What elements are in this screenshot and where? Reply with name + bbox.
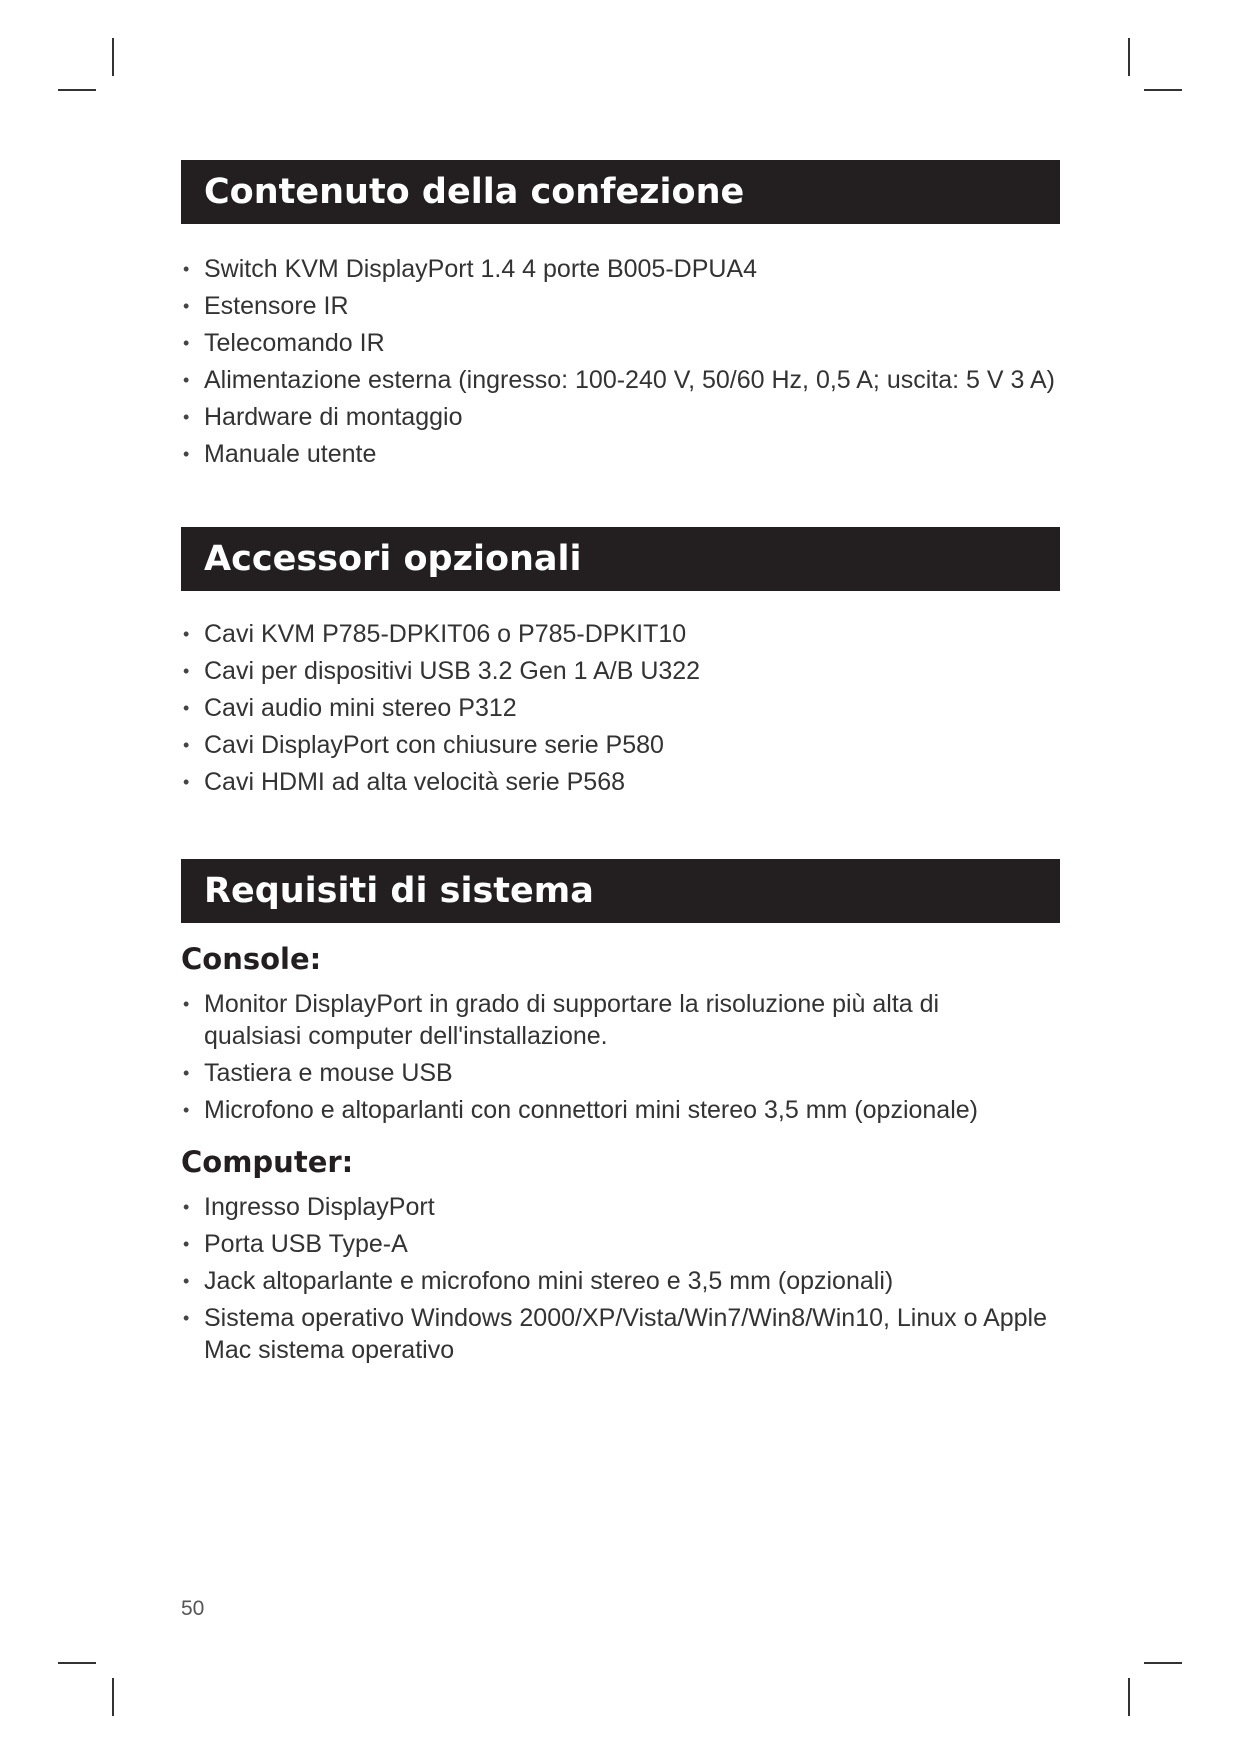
list-item: • Porta USB Type-A [181, 1228, 1071, 1260]
list-item: • Ingresso DisplayPort [181, 1191, 1071, 1223]
list-item: • Cavi audio mini stereo P312 [181, 692, 1071, 724]
crop-mark-bottom-right-horizontal [1144, 1662, 1182, 1664]
list-item: • Estensore IR [181, 290, 1071, 322]
section-header-contents [181, 160, 1060, 224]
section-header-accessories [181, 527, 1060, 591]
list-item: • Tastiera e mouse USB [181, 1057, 1071, 1089]
section-header-requirements [181, 859, 1060, 923]
list-item: • Monitor DisplayPort in grado di supportare la risoluzione più alta di qualsiasi computer dell'installazione. [181, 988, 1024, 1052]
console-heading: Console: [181, 942, 322, 976]
list-item: • Cavi per dispositivi USB 3.2 Gen 1 A/B U322 [181, 655, 1071, 687]
list-item: • Microfono e altoparlanti con connettori mini stereo 3,5 mm (opzionale) [181, 1094, 1071, 1126]
crop-mark-top-left-vertical [112, 38, 114, 76]
list-item: • Telecomando IR [181, 327, 1071, 359]
crop-mark-bottom-left-vertical [112, 1678, 114, 1716]
section-title: Contenuto della confezione [204, 172, 745, 212]
crop-mark-bottom-left-horizontal [58, 1662, 96, 1664]
list-item: • Cavi HDMI ad alta velocità serie P568 [181, 766, 1071, 798]
computer-heading: Computer: [181, 1145, 354, 1179]
list-item: • Sistema operativo Windows 2000/XP/Vista/Win7/Win8/Win10, Linux o Apple Mac sistema operativo [181, 1302, 1054, 1366]
list-item: • Switch KVM DisplayPort 1.4 4 porte B005-DPUA4 [181, 253, 1071, 285]
section-title: Requisiti di sistema [204, 871, 594, 911]
list-item: • Jack altoparlante e microfono mini stereo e 3,5 mm (opzionali) [181, 1265, 1071, 1297]
list-item: • Alimentazione esterna (ingresso: 100-240 V, 50/60 Hz, 0,5 A; uscita: 5 V 3 A) [181, 364, 1071, 396]
list-item: • Cavi KVM P785-DPKIT06 o P785-DPKIT10 [181, 618, 1071, 650]
crop-mark-top-left-horizontal [58, 89, 96, 91]
crop-mark-top-right-vertical [1128, 38, 1130, 76]
page-number: 50 [181, 1597, 205, 1620]
accessories-list [181, 618, 1071, 803]
console-list [181, 988, 1071, 1131]
list-item: • Manuale utente [181, 438, 1071, 470]
list-item: • Cavi DisplayPort con chiusure serie P580 [181, 729, 1071, 761]
list-item: • Hardware di montaggio [181, 401, 1071, 433]
crop-mark-top-right-horizontal [1144, 89, 1182, 91]
contents-list [181, 253, 1071, 475]
section-title: Accessori opzionali [204, 539, 582, 579]
crop-mark-bottom-right-vertical [1128, 1678, 1130, 1716]
computer-list [181, 1191, 1071, 1371]
